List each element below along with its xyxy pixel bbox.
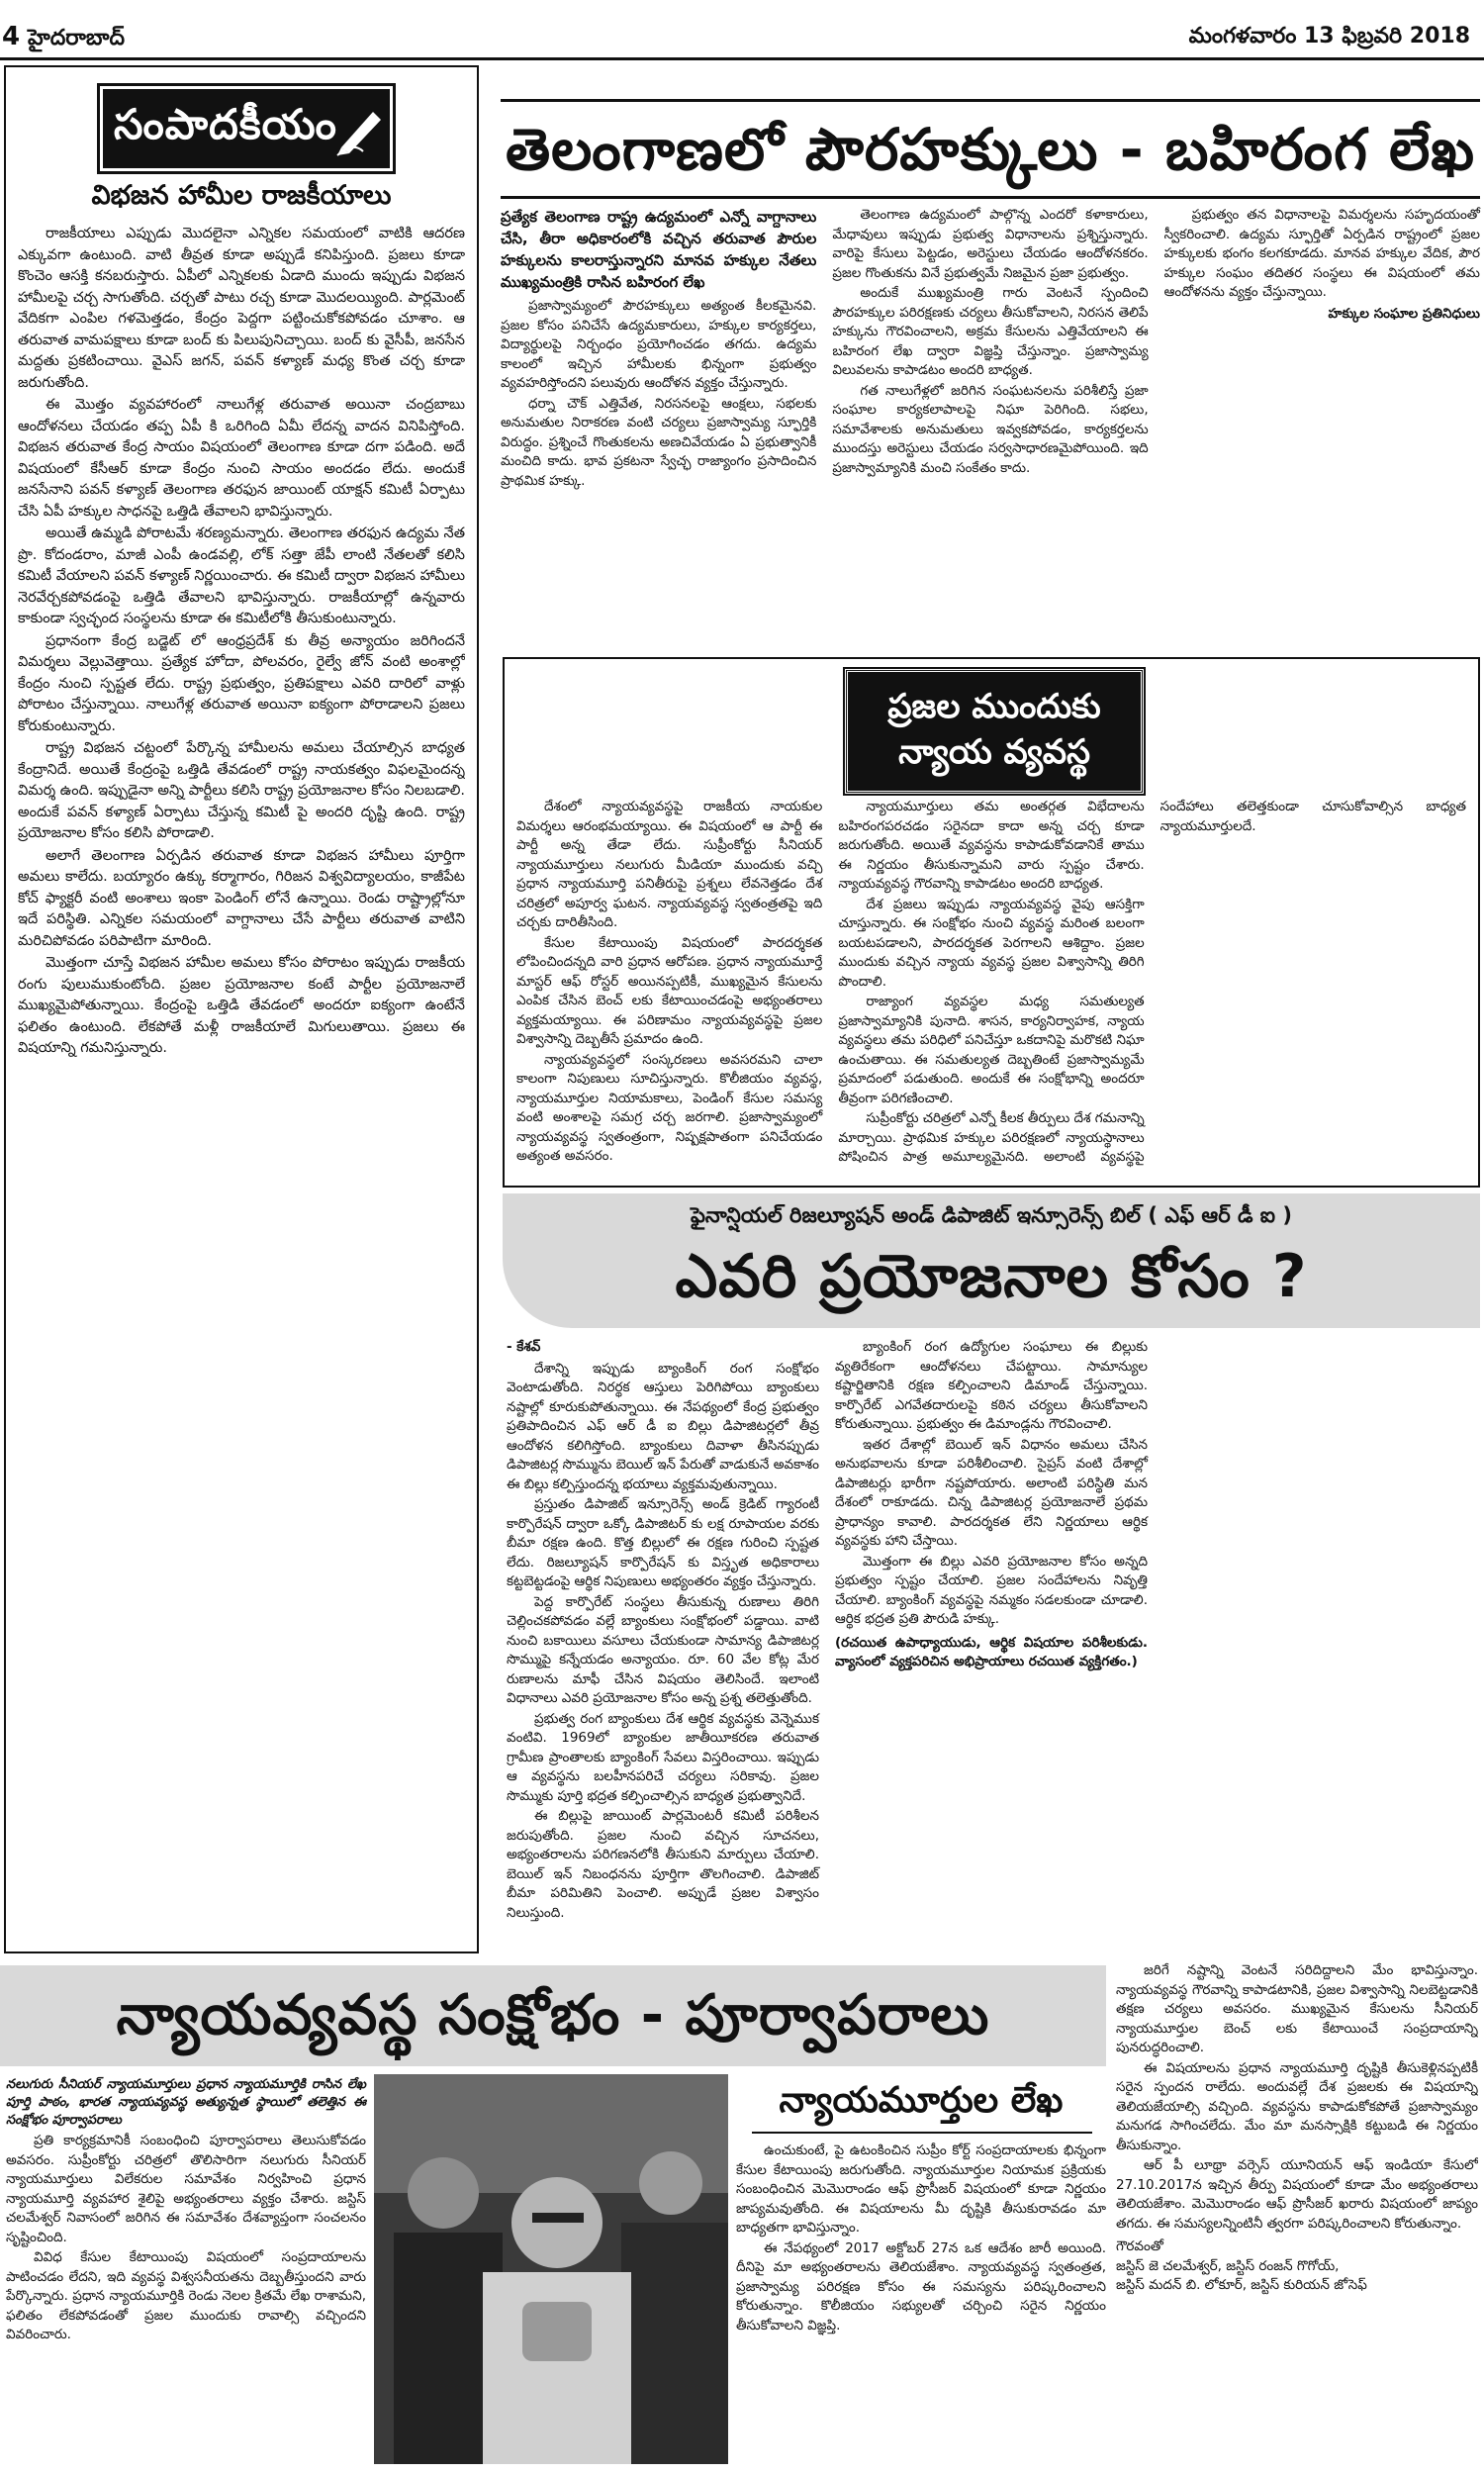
editorial-paragraph: ఈ మొత్తం వ్యవహారంలో నాలుగేళ్ల తరువాత అయినా చంద్రబాబు ఆందోళనలు చేయడం తప్ప ఏపీ కి ఒరిగింది ఏమీ లేదన్న వాదన వినిపిస్తోంది. విభజన తరువాత కేంద్ర సాయం విషయంలో తెలంగాణ కూడా దగా పడింది. అదే విషయంలో కేసీఆర్ కూడా కేంద్రం నుంచి సాయం అందడం లేదు. అందుకే జనసేనాని పవన్ కళ్యాణ్ తెలంగాణ తరఫున జాయింట్ యాక్షన్ కమిటీ ఏర్పాటు చేసి ఏపీ హక్కుల సాధనపై ఒత్తిడి తేవాలని భావిస్తున్నారు. [18, 397, 465, 520]
article2-headline: ప్రజల ముందుకు న్యాయ వ్యవస్థ [887, 687, 1101, 772]
photo-illustration [374, 2074, 728, 2464]
judges-press-photo [374, 2074, 728, 2464]
editorial-masthead [97, 83, 396, 174]
editorial-paragraph: మొత్తంగా చూస్తే విభజన హామీల అమలు కోసం పోరాటం ఇప్పుడు రాజకీయ రంగు పులుముకుంటోంది. ప్రజల ప్రయోజనాల కంటే పార్టీల ప్రయోజనాలే ముఖ్యమైపోతున్నాయి. కేంద్రంపై ఒత్తిడి తేవడంలో అందరూ ఐక్యంగా ఉంటేనే ఫలితం ఉంటుంది. లేకపోతే మళ్లీ రాజకీయాలే మిగులుతాయి. ప్రజలు ఈ విషయాన్ని గమనిస్తున్నారు. [18, 955, 465, 1056]
article4-right-paragraph: ఈ విషయాలను ప్రధాన న్యాయమూర్తి దృష్టికి తీసుకెళ్లినప్పటికీ సరైన స్పందన రాలేదు. అందువల్లే దేశ ప్రజలకు ఈ విషయాన్ని తెలియజేయాల్సి వచ్చింది. వ్యవస్థను కాపాడుకోకపోతే ప్రజాస్వామ్యం మనుగడ సాగించలేదు. మేం మా మనస్సాక్షికి కట్టుబడి ఈ నిర్ణయం తీసుకున్నాం. [1116, 2059, 1478, 2153]
page-date: మంగళవారం 13 ఫిబ్రవరి 2018 [1188, 24, 1470, 48]
page-header [0, 0, 1484, 61]
article3-paragraph: పెద్ద కార్పొరేట్ సంస్థలు తీసుకున్న రుణాలు తిరిగి చెల్లించకపోవడం వల్లే బ్యాంకులు సంక్షోభంలో పడ్డాయి. వాటి నుంచి బకాయిలు వసూలు చేయకుండా సామాన్య డిపాజిటర్ల సొమ్ముపై కన్నేయడం అన్యాయం. రూ. 60 వేల కోట్ల మేర రుణాలను మాఫీ చేసిన విషయం తెలిసిందే. ఇలాంటి విధానాలు ఎవరి ప్రయోజనాల కోసం అన్న ప్రశ్న తలెత్తుతోంది. [507, 1593, 819, 1706]
article2-paragraph: దేశ ప్రజలు ఇప్పుడు న్యాయవ్యవస్థ వైపు ఆసక్తిగా చూస్తున్నారు. ఈ సంక్షోభం నుంచి వ్యవస్థ మరింత బలంగా బయటపడాలని, పారదర్శకత పెరగాలని ఆశిద్దాం. ప్రజల ముందుకు వచ్చిన న్యాయ వ్యవస్థ ప్రజల విశ్వాసాన్ని తిరిగి పొందాలి. [838, 896, 1145, 990]
article3-byline: - కేశవ్ [507, 1339, 541, 1355]
editorial-masthead-text: సంపాదకీయం [114, 100, 337, 148]
signatory-line: జస్టిస్ మదన్ బి. లోకూర్, జస్టిస్ కురియన్ జోసెఫ్ [1116, 2277, 1367, 2293]
article4-body-right [1116, 1961, 1478, 2468]
article1-paragraph: ప్రజాస్వామ్యంలో పౌరహక్కులు అత్యంత కీలకమైనవి. ప్రజల కోసం పనిచేసే ఉద్యమకారులు, హక్కుల కార్యకర్తలు, విద్యార్థులపై నిర్బంధం ప్రయోగించడం తగదు. ఉద్యమ కాలంలో ఇచ్చిన హామీలకు భిన్నంగా ప్రభుత్వం వ్యవహరిస్తోందని పలువురు ఆందోళన వ్యక్తం చేస్తున్నారు. [501, 298, 817, 391]
header-rule [0, 57, 1484, 60]
article1-columns [501, 206, 1480, 513]
article2-paragraph: కేసుల కేటాయింపు విషయంలో పారదర్శకత లోపించిందన్నది వారి ప్రధాన ఆరోపణ. ప్రధాన న్యాయమూర్తే మాస్టర్ ఆఫ్ రోస్టర్ అయినప్పటికీ, ముఖ్యమైన కేసులను ఎంపిక చేసిన బెంచ్ లకు కేటాయించడంపై అభ్యంతరాలు వ్యక్తమయ్యాయి. ఈ పరిణామం న్యాయవ్యవస్థపై ప్రజల విశ్వాసాన్ని దెబ్బతీసే ప్రమాదం ఉంది. [516, 934, 823, 1047]
editorial-paragraph: అయితే ఉమ్మడి పోరాటమే శరణ్యమన్నారు. తెలంగాణ తరఫున ఉద్యమ నేత ప్రొ. కోదండరాం, మాజీ ఎంపీ ఉండవల్లి, లోక్ సత్తా జేపీ లాంటి నేతలతో కలిసి కమిటీ వేయాలని పవన్ కళ్యాణ్ నిర్ణయించారు. ఈ కమిటీ ద్వారా విభజన హామీలు నెరవేర్చకపోవడంపై ఒత్తిడి తేవాలని భావిస్తున్నారు. రాజకీయాల్లో ఉన్నవారు కాకుండా స్వచ్ఛంద సంస్థలను కూడా ఈ కమిటీలోకి తీసుకుంటున్నారు. [18, 525, 465, 626]
editorial-paragraph: అలాగే తెలంగాణ ఏర్పడిన తరువాత కూడా విభజన హామీలు పూర్తిగా అమలు కాలేదు. బయ్యారం ఉక్కు కర్మాగారం, గిరిజన విశ్వవిద్యాలయం, కాజీపేట కోచ్ ఫ్యాక్టరీ వంటి అంశాలు ఇంకా పెండింగ్ లోనే ఉన్నాయి. రెండు రాష్ట్రాల్లోనూ ఇదే పరిస్థితి. ఎన్నికల సమయంలో వాగ్దానాలు చేసే పార్టీలు తరువాత వాటిని మరిచిపోవడం పరిపాటిగా మారింది. [18, 847, 465, 949]
signatory-line: జస్టిస్ జె చలమేశ్వర్, జస్టిస్ రంజన్ గొగోయ్, [1116, 2257, 1340, 2274]
article2-columns [516, 798, 1466, 1178]
article3-footnote: (రచయిత ఉపాధ్యాయుడు, ఆర్థిక విషయాల పరిశీలకుడు. వ్యాసంలో వ్యక్తపరిచిన అభిప్రాయాలు రచయిత వ్యక్తిగతం.) [835, 1634, 1148, 1669]
article2-paragraph: న్యాయవ్యవస్థలో సంస్కరణలు అవసరమని చాలా కాలంగా నిపుణులు సూచిస్తున్నారు. కొలీజియం వ్యవస్థ, న్యాయమూర్తుల నియామకాలు, పెండింగ్ కేసుల సమస్య వంటి అంశాలపై సమగ్ర చర్చ జరగాలి. ప్రజాస్వామ్యంలో న్యాయవ్యవస్థ స్వతంత్రంగా, నిష్పక్షపాతంగా పనిచేయడం అత్యంత అవసరం. [516, 1051, 823, 1164]
article2-paragraph: సుప్రీంకోర్టు చరిత్రలో ఎన్నో కీలక తీర్పులు దేశ గమనాన్ని మార్చాయి. ప్రాథమిక హక్కుల పరిరక్షణలో న్యాయస్థానాలు పోషించిన పాత్ర అమూల్యమైనది. అలాంటి వ్యవస్థపై సందేహాలు తలెత్తకుండా చూసుకోవాల్సిన బాధ్యత న్యాయమూర్తులదే. [838, 799, 1466, 1165]
article3-header-band [503, 1193, 1480, 1328]
article3-kicker: ఫైనాన్షియల్ రిజల్యూషన్ అండ్ డిపాజిట్ ఇన్సూరెన్స్ బిల్ ( ఎఫ్ ఆర్ డీ ఐ ) [691, 1203, 1292, 1227]
article3-body [507, 1338, 1476, 1951]
article1-paragraph: ప్రభుత్వం తన విధానాలపై విమర్శలను సహృదయంతో స్వీకరించాలి. ఉద్యమ స్ఫూర్తితో ఏర్పడిన రాష్ట్రంలో ప్రజల హక్కులకు భంగం కలగకూడదు. మానవ హక్కుల వేదిక, పౌర హక్కుల సంఘం తదితర సంస్థలు ఈ విషయంలో తమ ఆందోళనను వ్యక్తం చేస్తున్నాయి. [1163, 207, 1480, 300]
article1-body [501, 206, 1480, 513]
article1-bottom-rule [501, 196, 1480, 199]
editorial-box [4, 65, 479, 1953]
editorial-paragraph: ప్రధానంగా కేంద్ర బడ్జెట్ లో ఆంధ్రప్రదేశ్ కు తీవ్ర అన్యాయం జరిగిందనే విమర్శలు వెల్లువెత్తాయి. ప్రత్యేక హోదా, పోలవరం, రైల్వే జోన్ వంటి అంశాల్లో కేంద్రం నుంచి స్పష్టత లేదు. రాష్ట్ర ప్రభుత్వం, ప్రతిపక్షాలు ఎవరి దారిలో వాళ్లు పోరాటం చేస్తున్నాయి. నాలుగేళ్ల తరువాత అయినా ఐక్యంగా పోరాడాలని ప్రజలు కోరుకుంటున్నారు. [18, 632, 465, 734]
article-civil-rights [501, 65, 1480, 521]
article3-paragraph: ప్రభుత్వ రంగ బ్యాంకులు దేశ ఆర్థిక వ్యవస్థకు వెన్నెముక వంటివి. 1969లో బ్యాంకుల జాతీయీకరణ తరువాత గ్రామీణ ప్రాంతాలకు బ్యాంకింగ్ సేవలు విస్తరించాయి. ఇప్పుడు ఆ వ్యవస్థను బలహీనపరిచే చర్యలు సరికావు. ప్రజల సొమ్ముకు పూర్తి భద్రత కల్పించాల్సిన బాధ్యత ప్రభుత్వానిదే. [507, 1710, 819, 1804]
article1-headline: తెలంగాణలో పౌరహక్కులు - బహిరంగ లేఖ [505, 116, 1475, 183]
page-city: హైదరాబాద్ [28, 26, 125, 50]
article2-headline-box [845, 669, 1144, 794]
article4-right-paragraph: ఆర్ పీ లూథ్రా వర్సెస్ యూనియన్ ఆఫ్ ఇండియా కేసులో 27.10.2017న ఇచ్చిన తీర్పు విషయంలో కూడా మేం అభ్యంతరాలు తెలియజేశాం. మెమొరాండం ఆఫ్ ప్రొసీజర్ ఖరారు విషయంలో జాప్యం తగదు. ఈ సమస్యలన్నింటినీ త్వరగా పరిష్కరించాలని కోరుతున్నాం. [1116, 2157, 1478, 2232]
article3-paragraph: మొత్తంగా ఈ బిల్లు ఎవరి ప్రయోజనాల కోసం అన్నది ప్రభుత్వం స్పష్టం చేయాలి. ప్రజల సందేహాలను నివృత్తి చేయాలి. బ్యాంకింగ్ వ్యవస్థపై నమ్మకం సడలకుండా చూడాలి. ఆర్థిక భద్రత ప్రతి పౌరుడి హక్కు. [835, 1553, 1148, 1627]
article1-paragraph: ధర్నా చౌక్ ఎత్తివేత, నిరసనలపై ఆంక్షలు, సభలకు అనుమతుల నిరాకరణ వంటి చర్యలు ప్రజాస్వామ్య స్ఫూర్తికి విరుద్ధం. ప్రశ్నించే గొంతుకలను అణచివేయడం ఏ ప్రభుత్వానికీ మంచిది కాదు. భావ ప్రకటనా స్వేచ్ఛ రాజ్యాంగం ప్రసాదించిన ప్రాథమిక హక్కు. [501, 395, 817, 489]
article3-paragraph: దేశాన్ని ఇప్పుడు బ్యాంకింగ్ రంగ సంక్షోభం వెంటాడుతోంది. నిరర్థక ఆస్తులు పెరిగిపోయి బ్యాంకులు నష్టాల్లో కూరుకుపోతున్నాయి. ఈ నేపథ్యంలో కేంద్ర ప్రభుత్వం ప్రతిపాదించిన ఎఫ్ ఆర్ డీ ఐ బిల్లు డిపాజిటర్లలో తీవ్ర ఆందోళన కలిగిస్తోంది. బ్యాంకులు దివాళా తీసినప్పుడు డిపాజిటర్ల సొమ్మును బెయిల్ ఇన్ పేరుతో వాడుకునే అవకాశం ఈ బిల్లు కల్పిస్తుందన్న భయాలు వ్యక్తమవుతున్నాయి. [507, 1360, 819, 1492]
pen-icon [333, 102, 389, 157]
article1-intro: ప్రత్యేక తెలంగాణ రాష్ట్ర ఉద్యమంలో ఎన్నో వాగ్దానాలు చేసి, తీరా అధికారంలోకి వచ్చిన తరువాత పౌరుల హక్కులను కాలరాస్తున్నారని మానవ హక్కుల నేతలు ముఖ్యమంత్రికి రాసిన బహిరంగ లేఖ [501, 208, 817, 291]
article1-paragraph: తెలంగాణ ఉద్యమంలో పాల్గొన్న ఎందరో కళాకారులు, మేధావులు ఇప్పుడు ప్రభుత్వ విధానాలను ప్రశ్నిస్తున్నారు. వారిపై కేసులు పెట్టడం, అరెస్టులు చేయడం ఆందోళనకరం. ప్రజల గొంతుకను వినే ప్రభుత్వమే నిజమైన ప్రజా ప్రభుత్వం. [832, 207, 1149, 281]
article4-paragraph: ప్రతి కార్యక్రమానికీ సంబంధించి పూర్వాపరాలు తెలుసుకోవడం అవసరం. సుప్రీంకోర్టు చరిత్రలో తొలిసారిగా నలుగురు సీనియర్ న్యాయమూర్తులు విలేకరుల సమావేశం నిర్వహించి ప్రధాన న్యాయమూర్తి వ్యవహార శైలిపై అభ్యంతరాలు వ్యక్తం చేశారు. జస్టిస్ చలమేశ్వర్ నివాసంలో జరిగిన ఈ సమావేశం దేశవ్యాప్తంగా సంచలనం సృష్టించింది. [6, 2133, 366, 2245]
editorial-paragraph: రాష్ట్ర విభజన చట్టంలో పేర్కొన్న హామీలను అమలు చేయాల్సిన బాధ్యత కేంద్రానిదే. అయితే కేంద్రంపై ఒత్తిడి తేవడంలో రాష్ట్ర నాయకత్వం విఫలమైందన్న విమర్శ ఉంది. ఇప్పుడైనా అన్ని పార్టీలు కలిసి రాష్ట్ర ప్రయోజనాల కోసం నిలబడాలి. అందుకే పవన్ కళ్యాణ్ ఏర్పాటు చేస్తున్న కమిటీ పై అందరి దృష్టి ఉంది. రాష్ట్ర ప్రయోజనాల కోసం కలిసి పోరాడాలి. [18, 740, 465, 841]
article4-right-paragraph: జరిగే నష్టాన్ని వెంటనే సరిదిద్దాలని మేం భావిస్తున్నాం. న్యాయవ్యవస్థ గౌరవాన్ని కాపాడటానికి, ప్రజల విశ్వాసాన్ని నిలబెట్టడానికి తక్షణ చర్యలు అవసరం. ముఖ్యమైన కేసులను సీనియర్ న్యాయమూర్తుల బెంచ్ లకు కేటాయించే సంప్రదాయాన్ని పునరుద్ధరించాలి. [1116, 1962, 1478, 2055]
page-number: 4 [2, 22, 21, 51]
article4-paragraph: వివిధ కేసుల కేటాయింపు విషయంలో సంప్రదాయాలను పాటించడం లేదని, ఇది వ్యవస్థ విశ్వసనీయతను దెబ్బతీస్తుందని వారు పేర్కొన్నారు. ప్రధాన న్యాయమూర్తికి రెండు నెలల క్రితమే లేఖ రాశామని, ఫలితం లేకపోవడంతో ప్రజల ముందుకు రావాల్సి వచ్చిందని వివరించారు. [6, 2249, 366, 2342]
article-judiciary-crisis [0, 1961, 1484, 2474]
editorial-headline: విభజన హామీల రాజకీయాలు [91, 180, 392, 211]
article1-byline: హక్కుల సంఘాల ప్రతినిధులు [1328, 305, 1480, 322]
article4-body-left [6, 2132, 366, 2468]
article2-body-left [516, 798, 1466, 1178]
signatory-line: గౌరవంతో [1116, 2238, 1163, 2254]
article-judiciary-box [503, 657, 1480, 1188]
article4-subhead-rule [752, 2132, 1092, 2134]
article3-headline: ఎవరి ప్రయోజనాల కోసం ? [675, 1242, 1308, 1311]
article3-paragraph: ప్రస్తుతం డిపాజిట్ ఇన్సూరెన్స్ అండ్ క్రెడిట్ గ్యారంటీ కార్పొరేషన్ ద్వారా ఒక్కో డిపాజిటర్ కు లక్ష రూపాయల వరకు బీమా రక్షణ ఉంది. కొత్త బిల్లులో ఈ రక్షణ గురించి స్పష్టత లేదు. రిజల్యూషన్ కార్పొరేషన్ కు విస్తృత అధికారాలు కట్టబెట్టడంపై ఆర్థిక నిపుణులు అభ్యంతరం వ్యక్తం చేస్తున్నారు. [507, 1496, 819, 1589]
letter-paragraph: ఈ నేపథ్యంలో 2017 అక్టోబర్ 27న ఒక ఆదేశం జారీ అయింది. దీనిపై మా అభ్యంతరాలను తెలియజేశాం. న్యాయవ్యవస్థ స్వతంత్రత, ప్రజాస్వామ్య పరిరక్షణ కోసం ఈ సమస్యను పరిష్కరించాలని కోరుతున్నాం. కొలీజియం సభ్యులతో చర్చించి సరైన నిర్ణయం తీసుకోవాలని విజ్ఞప్తి. [736, 2239, 1106, 2333]
editorial-paragraph: రాజకీయాలు ఎప్పుడు మొదలైనా ఎన్నికల సమయంలో వాటికి ఆదరణ ఎక్కువగా ఉంటుంది. వాటి తీవ్రత కూడా అప్పుడే కనిపిస్తుంది. ప్రజలు కూడా కొంచెం ఆసక్తి కనబరుస్తారు. ఏపీలో ఎన్నికలకు ఏడాది ముందు ఇప్పుడు విభజన హామీలపై చర్చ సాగుతోంది. చర్చతో పాటు రచ్చ కూడా మొదలయ్యింది. పార్లమెంట్ వేదికగా ఎంపిల గళమెత్తడం, కేంద్రం పెద్దగా పట్టించుకోకపోవడం చూశాం. ఆ తరువాత వామపక్షాలు కూడా బంద్ కు పిలుపునిచ్చాయి. బంద్ కు వైసీపీ, జనసేన మద్దతు ప్రకటించాయి. వైఎస్ జగన్, పవన్ కళ్యాణ్ మధ్య కొంత చర్చ కూడా జరుగుతోంది. [18, 226, 465, 391]
article1-paragraph: అందుకే ముఖ్యమంత్రి గారు వెంటనే స్పందించి పౌరహక్కుల పరిరక్షణకు చర్యలు తీసుకోవాలని, నిరసన తెలిపే హక్కును గౌరవించాలని, అక్రమ కేసులను ఎత్తివేయాలని ఈ బహిరంగ లేఖ ద్వారా విజ్ఞప్తి చేస్తున్నాం. ప్రజాస్వామ్య విలువలను కాపాడటం అందరి బాధ్యత. [832, 285, 1149, 378]
article4-intro: నలుగురు సీనియర్ న్యాయమూర్తులు ప్రధాన న్యాయమూర్తికి రాసిన లేఖ పూర్తి పాఠం, భారత న్యాయవ్యవస్థ అత్యున్నత స్థాయిలో తలెత్తిన ఈ సంక్షోభం పూర్వాపరాలు [6, 2077, 366, 2128]
article4-subhead: న్యాయమూర్తుల లేఖ [779, 2080, 1064, 2121]
article2-paragraph: దేశంలో న్యాయవ్యవస్థపై రాజకీయ నాయకుల విమర్శలు ఆరంభమయ్యాయి. ఈ విషయంలో ఆ పార్టీ ఈ పార్టీ అన్న తేడా లేదు. సుప్రీంకోర్టు సీనియర్ న్యాయమూర్తులు నలుగురు మీడియా ముందుకు వచ్చి ప్రధాన న్యాయమూర్తి పనితీరుపై ప్రశ్నలు లేవనెత్తడం దేశ చరిత్రలో అపూర్వ ఘటన. న్యాయవ్యవస్థ స్వతంత్రతపై ఇది చర్చకు దారితీసింది. [516, 799, 823, 930]
article-frdi [503, 1193, 1480, 1953]
article4-headline: న్యాయవ్యవస్థ సంక్షోభం - పూర్వాపరాలు [116, 1983, 990, 2047]
editorial-body [18, 224, 465, 1926]
article3-paragraph: బ్యాంకింగ్ రంగ ఉద్యోగుల సంఘాలు ఈ బిల్లుకు వ్యతిరేకంగా ఆందోళనలు చేపట్టాయి. సామాన్యుల కష్టార్జితానికి రక్షణ కల్పించాలని డిమాండ్ చేస్తున్నాయి. కార్పొరేట్ ఎగవేతదారులపై కఠిన చర్యలు తీసుకోవాలని కోరుతున్నాయి. ప్రభుత్వం ఈ డిమాండ్లను గౌరవించాలి. [835, 1339, 1148, 1432]
article1-top-rule [501, 99, 1480, 102]
article3-paragraph: ఈ బిల్లుపై జాయింట్ పార్లమెంటరీ కమిటీ పరిశీలన జరుపుతోంది. ప్రజల నుంచి వచ్చిన సూచనలు, అభ్యంతరాలను పరిగణనలోకి తీసుకుని మార్పులు చేయాలి. బెయిల్ ఇన్ నిబంధనను పూర్తిగా తొలగించాలి. డిపాజిట్ బీమా పరిమితిని పెంచాలి. అప్పుడే ప్రజల విశ్వాసం నిలుస్తుంది. [507, 1808, 819, 1921]
article4-letter [736, 2142, 1106, 2468]
article3-columns [507, 1338, 1476, 1951]
article4-headline-band [0, 1965, 1106, 2066]
letter-paragraph: ఉంచుకుంటే, పై ఉటంకించిన సుప్రీం కోర్ట్ సంప్రదాయాలకు భిన్నంగా కేసుల కేటాయింపు జరుగుతోంది. న్యాయమూర్తుల నియామక ప్రక్రియకు సంబంధించిన మెమొరాండం ఆఫ్ ప్రొసీజర్ విషయంలో కూడా నిర్ణయం జాప్యమవుతోంది. ఈ విషయాలను మీ దృష్టికి తీసుకురావడం మా బాధ్యతగా భావిస్తున్నాం. [736, 2142, 1106, 2236]
article3-paragraph: ఇతర దేశాల్లో బెయిల్ ఇన్ విధానం అమలు చేసిన అనుభవాలను కూడా పరిశీలించాలి. సైప్రస్ వంటి దేశాల్లో డిపాజిటర్లు భారీగా నష్టపోయారు. అలాంటి పరిస్థితి మన దేశంలో రాకూడదు. చిన్న డిపాజిటర్ల ప్రయోజనాలే ప్రథమ ప్రాధాన్యం కావాలి. పారదర్శకత లేని నిర్ణయాలు ఆర్థిక వ్యవస్థకు హాని చేస్తాయి. [835, 1436, 1148, 1549]
article2-paragraph: రాజ్యాంగ వ్యవస్థల మధ్య సమతుల్యత ప్రజాస్వామ్యానికి పునాది. శాసన, కార్యనిర్వాహక, న్యాయ వ్యవస్థలు తమ పరిధిలో పనిచేస్తూ ఒకదానిపై మరొకటి నిఘా ఉంచుతాయి. ఈ సమతుల్యత దెబ్బతింటే ప్రజాస్వామ్యమే ప్రమాదంలో పడుతుంది. అందుకే ఈ సంక్షోభాన్ని అందరూ తీవ్రంగా పరిగణించాలి. [838, 994, 1145, 1106]
article2-paragraph: న్యాయమూర్తులు తమ అంతర్గత విభేదాలను బహిరంగపరచడం సరైనదా కాదా అన్న చర్చ కూడా జరుగుతోంది. అయితే వ్యవస్థను కాపాడుకోవడానికే తాము ఈ నిర్ణయం తీసుకున్నామని వారు స్పష్టం చేశారు. న్యాయవ్యవస్థ గౌరవాన్ని కాపాడటం అందరి బాధ్యత. [838, 799, 1145, 892]
article1-paragraph: గత నాలుగేళ్లలో జరిగిన సంఘటనలను పరిశీలిస్తే ప్రజా సంఘాల కార్యకలాపాలపై నిఘా పెరిగింది. సభలు, సమావేశాలకు అనుమతులు ఇవ్వకపోవడం, కార్యకర్తలను ముందస్తు అరెస్టులు చేయడం సర్వసాధారణమైపోయింది. ఇది ప్రజాస్వామ్యానికి మంచి సంకేతం కాదు. [832, 382, 1149, 476]
